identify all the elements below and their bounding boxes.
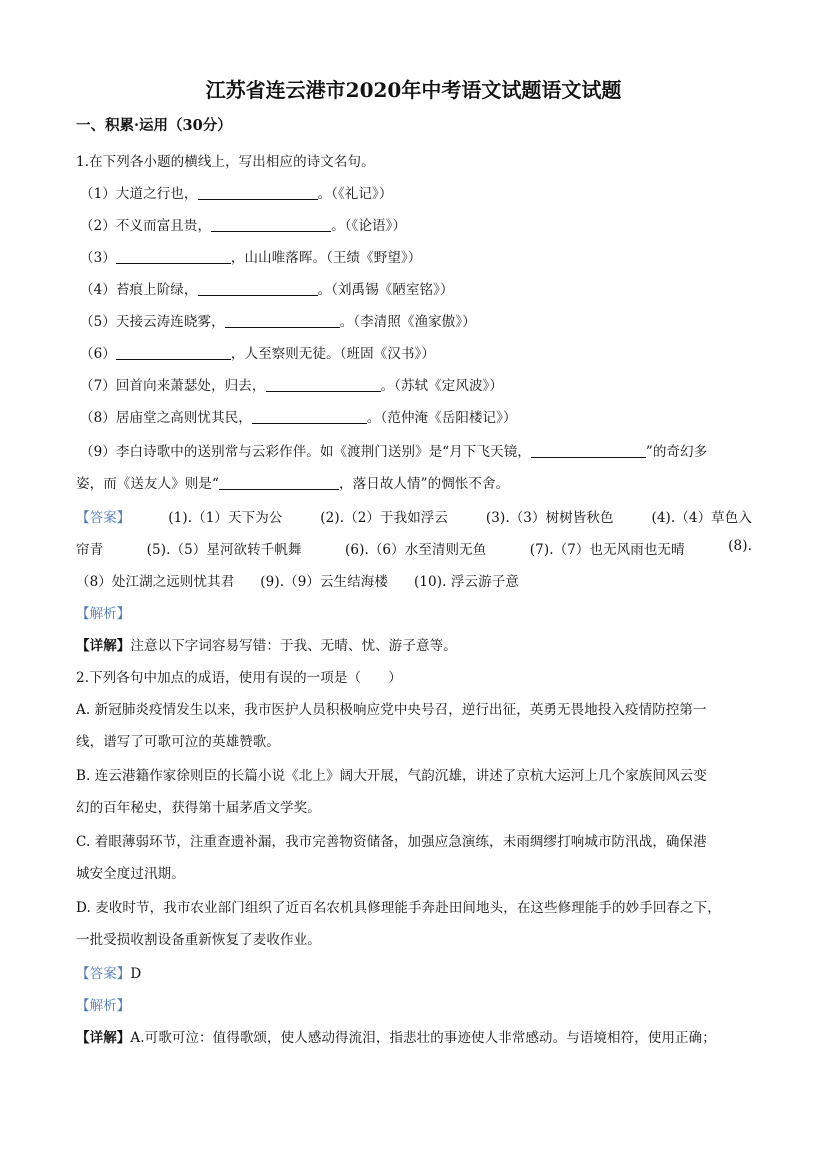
answer-item: (4).（4）草色入 bbox=[651, 510, 752, 526]
q1-item-9-line2: 姿，而《送友人》则是“ ，落日故人情”的惆怅不舍。 bbox=[76, 476, 510, 492]
answer-item: (2).（2）于我如浮云 bbox=[320, 510, 448, 526]
answer-blank bbox=[266, 377, 381, 392]
answer-tag: 【答案】 bbox=[76, 510, 131, 526]
answer-item: (7).（7）也无风雨也无晴 bbox=[529, 542, 685, 558]
detail-tag: 【详解】 bbox=[76, 638, 131, 654]
answer-blank bbox=[219, 475, 339, 490]
q2-detail: 【详解】A.可歌可泣：值得歌颂，使人感动得流泪，指悲壮的事迹使人非常感动。与语境相符，使用正确； bbox=[76, 1030, 716, 1046]
q2-option-b-line2: 幻的百年秘史，获得第十届茅盾文学奖。 bbox=[76, 800, 321, 816]
answer-item: (8). bbox=[728, 538, 752, 554]
answer-item: (5).（5）星河欲转千帆舞 bbox=[146, 542, 302, 558]
q1-item-2: （2）不义而富且贵， 。（《论语》） bbox=[80, 218, 407, 234]
analysis-tag: 【解析】 bbox=[76, 998, 131, 1014]
q1-item-4: （4）苔痕上阶绿， 。（刘禹锡《陋室铭》） bbox=[80, 282, 454, 298]
answer-item: (9).（9）云生结海楼 bbox=[260, 574, 388, 590]
q2-option-a-line1: A. 新冠肺炎疫情发生以来，我市医护人员积极响应党中央号召，逆行出征，英勇无畏地投入疫情防控第一 bbox=[76, 702, 707, 718]
answer-blank bbox=[252, 409, 367, 424]
answer-blank bbox=[225, 313, 340, 328]
answer-blank bbox=[211, 217, 331, 232]
q1-item-6: （6） ，人至察则无徒。（班固《汉书》） bbox=[80, 346, 435, 362]
answer-blank bbox=[531, 443, 646, 458]
answer-item: (3).（3）树树皆秋色 bbox=[485, 510, 614, 526]
q2-answer: 【答案】D bbox=[76, 966, 142, 982]
detail-tag: 【详解】 bbox=[76, 1030, 131, 1046]
q1-detail: 【详解】注意以下字词容易写错：于我、无晴、忧、游子意等。 bbox=[76, 638, 457, 654]
answer-blank bbox=[116, 249, 231, 264]
answer-blank bbox=[198, 281, 318, 296]
q1-answer-line1 bbox=[76, 506, 752, 526]
q1-stem: 1.在下列各小题的横线上，写出相应的诗文名句。 bbox=[76, 154, 375, 170]
q1-item-5: （5）天接云涛连晓雾， 。（李清照《渔家傲》） bbox=[80, 314, 476, 330]
q1-answer-line2 bbox=[76, 538, 752, 558]
answer-item: 帘青 bbox=[76, 542, 104, 558]
section-heading: 一、积累·运用（30分） bbox=[76, 117, 232, 134]
q1-item-7: （7）回首向来萧瑟处，归去， 。（苏轼《定风波》） bbox=[80, 378, 503, 394]
q2-option-b-line1: B. 连云港籍作家徐则臣的长篇小说《北上》阔大开展，气韵沉雄，讲述了京杭大运河上几个家族间风云变 bbox=[76, 768, 707, 784]
answer-item: (1).（1）天下为公 bbox=[168, 510, 283, 526]
answer-blank bbox=[198, 185, 318, 200]
q1-answer-line3 bbox=[76, 570, 519, 590]
answer-tag: 【答案】 bbox=[76, 966, 131, 982]
q1-item-1: （1）大道之行也， 。（《礼记》） bbox=[80, 186, 393, 202]
answer-blank bbox=[116, 345, 231, 360]
q2-option-d-line1: D. 麦收时节，我市农业部门组织了近百名农机具修理能手奔赴田间地头，在这些修理能手的妙手回春之下， bbox=[76, 900, 721, 916]
q2-stem: 2.下列各句中加点的成语，使用有误的一项是（ ） bbox=[76, 670, 402, 686]
answer-item: (10). 浮云游子意 bbox=[414, 574, 519, 590]
answer-item: (6).（6）水至清则无鱼 bbox=[345, 542, 487, 558]
analysis-tag: 【解析】 bbox=[76, 606, 131, 622]
q1-item-9-line1: （9）李白诗歌中的送别常与云彩作伴。如《渡荆门送别》是“月下飞天镜， ”的奇幻多 bbox=[80, 444, 708, 460]
q1-item-8: （8）居庙堂之高则忧其民， 。（范仲淹《岳阳楼记》） bbox=[80, 410, 517, 426]
q1-item-3: （3） ，山山唯落晖。（王绩《野望》） bbox=[80, 250, 422, 266]
q2-option-a-line2: 线，谱写了可歌可泣的英雄赞歌。 bbox=[76, 734, 280, 750]
q2-option-d-line2: 一批受损收割设备重新恢复了麦收作业。 bbox=[76, 932, 321, 948]
q2-option-c-line2: 城安全度过汛期。 bbox=[76, 866, 185, 882]
page-title: 江苏省连云港市2020年中考语文试题语文试题 bbox=[205, 78, 622, 102]
q2-option-c-line1: C. 着眼薄弱环节，注重查遗补漏，我市完善物资储备，加强应急演练，未雨绸缪打响城市防汛战，确保港 bbox=[76, 834, 707, 850]
answer-item: （8）处江湖之远则忧其君 bbox=[76, 574, 235, 590]
